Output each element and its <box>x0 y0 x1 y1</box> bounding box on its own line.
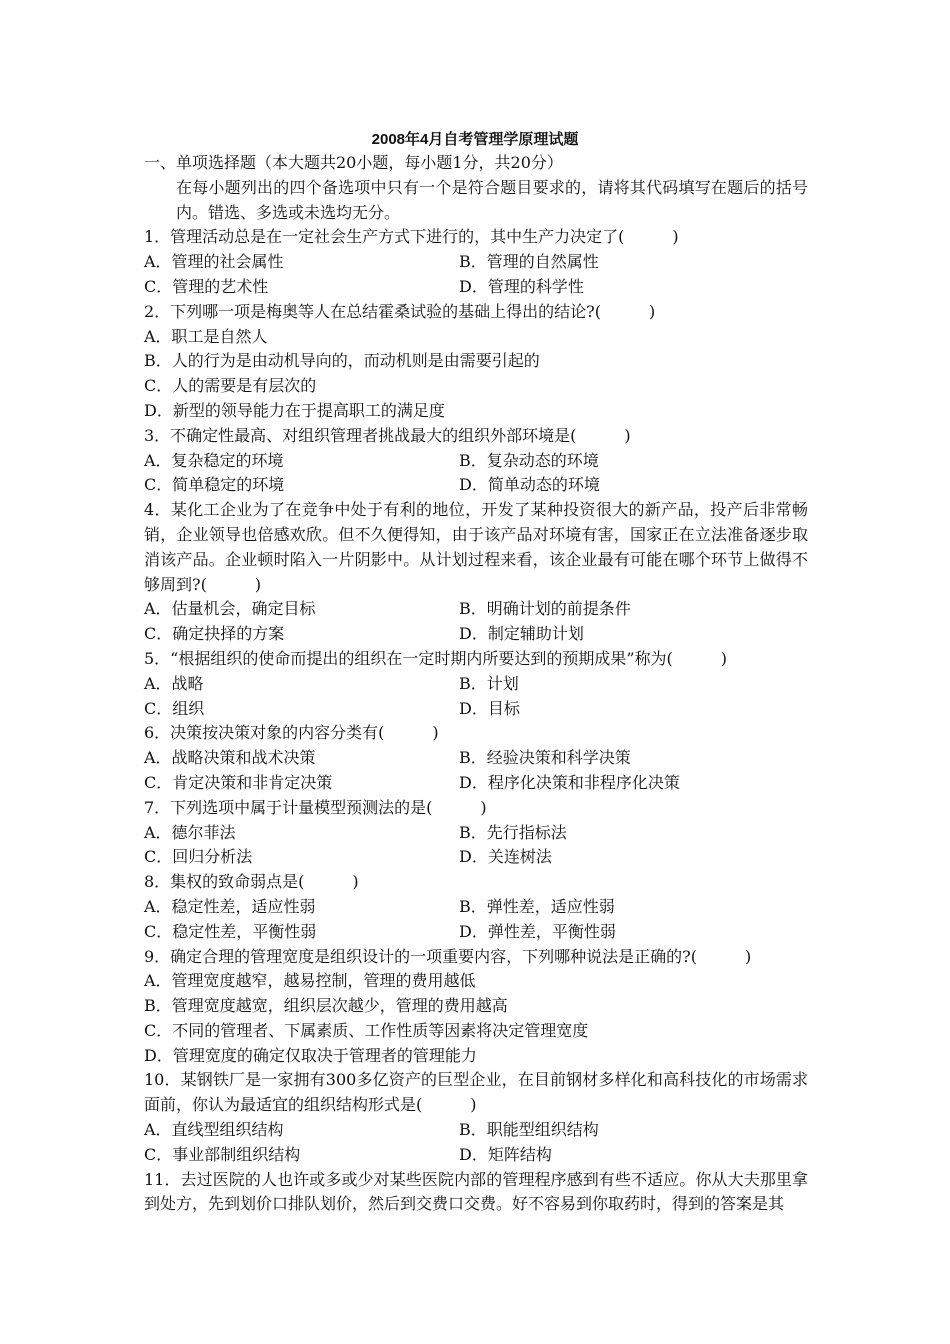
option-c: C．人的需要是有层次的 <box>144 376 317 396</box>
question-stem: 11．去过医院的人也许或多或少对某些医院内部的管理程序感到有些不适应。你从大夫那里拿到处方，先到划价口排队划价，然后到交费口交费。好不容易到你取药时，得到的答案是其 <box>144 1169 808 1214</box>
option-c: C．稳定性差，平衡性弱 <box>144 921 317 941</box>
option-a: A．复杂稳定的环境 <box>144 450 284 470</box>
exam-body <box>144 151 808 1217</box>
option-a: A．战略 <box>144 673 204 693</box>
question-stem: 1．管理活动总是在一定社会生产方式下进行的，其中生产力决定了( ) <box>144 227 679 247</box>
option-a: A．估量机会，确定目标 <box>144 599 316 619</box>
question-stem: 10．某钢铁厂是一家拥有300多亿资产的巨型企业，在目前钢材多样化和高科技化的市场需求面前，你认为最适宜的组织结构形式是( ) <box>144 1070 808 1115</box>
option-a: A．战略决策和战术决策 <box>144 748 316 768</box>
option-d: D．矩阵结构 <box>459 1144 552 1164</box>
option-row <box>144 622 808 647</box>
question-stem: 8．集权的致命弱点是( ) <box>144 872 359 892</box>
option-d: D．目标 <box>459 698 520 718</box>
option-d: D．管理的科学性 <box>459 276 584 296</box>
section-heading: 一、单项选择题（本大题共20小题，每小题1分，共20分） <box>144 153 563 172</box>
option-b: B．经验决策和科学决策 <box>459 748 631 768</box>
option-row <box>144 449 808 474</box>
option-c: C．简单稳定的环境 <box>144 475 285 495</box>
option-row <box>144 1143 808 1168</box>
option-row <box>144 771 808 796</box>
question-stem: 3．不确定性最高、对组织管理者挑战最大的组织外部环境是( ) <box>144 425 631 445</box>
option-c: C．事业部制组织结构 <box>144 1144 301 1164</box>
option-row <box>144 1118 808 1143</box>
option-row <box>144 746 808 771</box>
option-b: B．管理宽度越宽，组织层次越少，管理的费用越高 <box>144 996 508 1016</box>
option-row <box>144 821 808 846</box>
option-a: A．德尔菲法 <box>144 822 236 842</box>
option-c: C．管理的艺术性 <box>144 276 269 296</box>
option-d: D．管理宽度的确定仅取决于管理者的管理能力 <box>144 1045 477 1065</box>
option-b: B．复杂动态的环境 <box>459 450 599 470</box>
section-instruction: 在每小题列出的四个备选项中只有一个是符合题目要求的，请将其代码填写在题后的括号内。错选、多选或未选均无分。 <box>176 177 808 222</box>
option-row <box>144 473 808 498</box>
question-stem: 9．确定合理的管理宽度是组织设计的一项重要内容，下列哪种说法是正确的?( ) <box>144 946 752 966</box>
option-b: B．职能型组织结构 <box>459 1120 599 1140</box>
option-b: B．人的行为是由动机导向的，而动机则是由需要引起的 <box>144 351 540 371</box>
option-c: C．肯定决策和非肯定决策 <box>144 772 333 792</box>
option-d: D．简单动态的环境 <box>459 475 600 495</box>
option-a: A．职工是自然人 <box>144 326 268 346</box>
question-stem: 6．决策按决策对象的内容分类有( ) <box>144 723 439 743</box>
option-row <box>144 672 808 697</box>
option-d: D．弹性差，平衡性弱 <box>459 921 616 941</box>
option-a: A．稳定性差，适应性弱 <box>144 896 316 916</box>
option-a: A．管理宽度越窄，越易控制，管理的费用越低 <box>144 971 476 991</box>
question-stem: 5．“根据组织的使命而提出的组织在一定时期内所要达到的预期成果”称为( ) <box>144 648 728 668</box>
option-d: D．新型的领导能力在于提高职工的满足度 <box>144 400 445 420</box>
option-row <box>144 697 808 722</box>
option-row <box>144 250 808 275</box>
option-row <box>144 597 808 622</box>
question-stem: 2．下列哪一项是梅奥等人在总结霍桑试验的基础上得出的结论?( ) <box>144 301 656 321</box>
page-title: 2008年4月自考管理学原理试题 <box>371 131 579 148</box>
option-row <box>144 895 808 920</box>
option-a: A．直线型组织结构 <box>144 1120 284 1140</box>
option-c: C．不同的管理者、下属素质、工作性质等因素将决定管理宽度 <box>144 1020 589 1040</box>
option-b: B．先行指标法 <box>459 822 567 842</box>
option-c: C．回归分析法 <box>144 847 253 867</box>
option-d: D．制定辅助计划 <box>459 624 584 644</box>
option-a: A．管理的社会属性 <box>144 252 284 272</box>
option-row <box>144 920 808 945</box>
option-b: B．计划 <box>459 673 519 693</box>
option-row <box>144 845 808 870</box>
option-b: B．明确计划的前提条件 <box>459 599 631 619</box>
option-c: C．组织 <box>144 698 205 718</box>
option-c: C．确定抉择的方案 <box>144 624 285 644</box>
option-d: D．程序化决策和非程序化决策 <box>459 772 680 792</box>
option-b: B．管理的自然属性 <box>459 252 599 272</box>
question-stem: 7．下列选项中属于计量模型预测法的是( ) <box>144 797 487 817</box>
option-b: B．弹性差，适应性弱 <box>459 896 615 916</box>
question-stem: 4．某化工企业为了在竞争中处于有利的地位，开发了某种投资很大的新产品，投产后非常畅销，企业领导也倍感欢欣。但不久便得知，由于该产品对环境有害，国家正在立法准备逐步取消该产品。企业顿时陷入一片阴影中。从计划过程来看，该企业最有可能在哪个环节上做得不够周到?( ) <box>144 500 808 594</box>
option-row <box>144 275 808 300</box>
option-d: D．关连树法 <box>459 847 552 867</box>
